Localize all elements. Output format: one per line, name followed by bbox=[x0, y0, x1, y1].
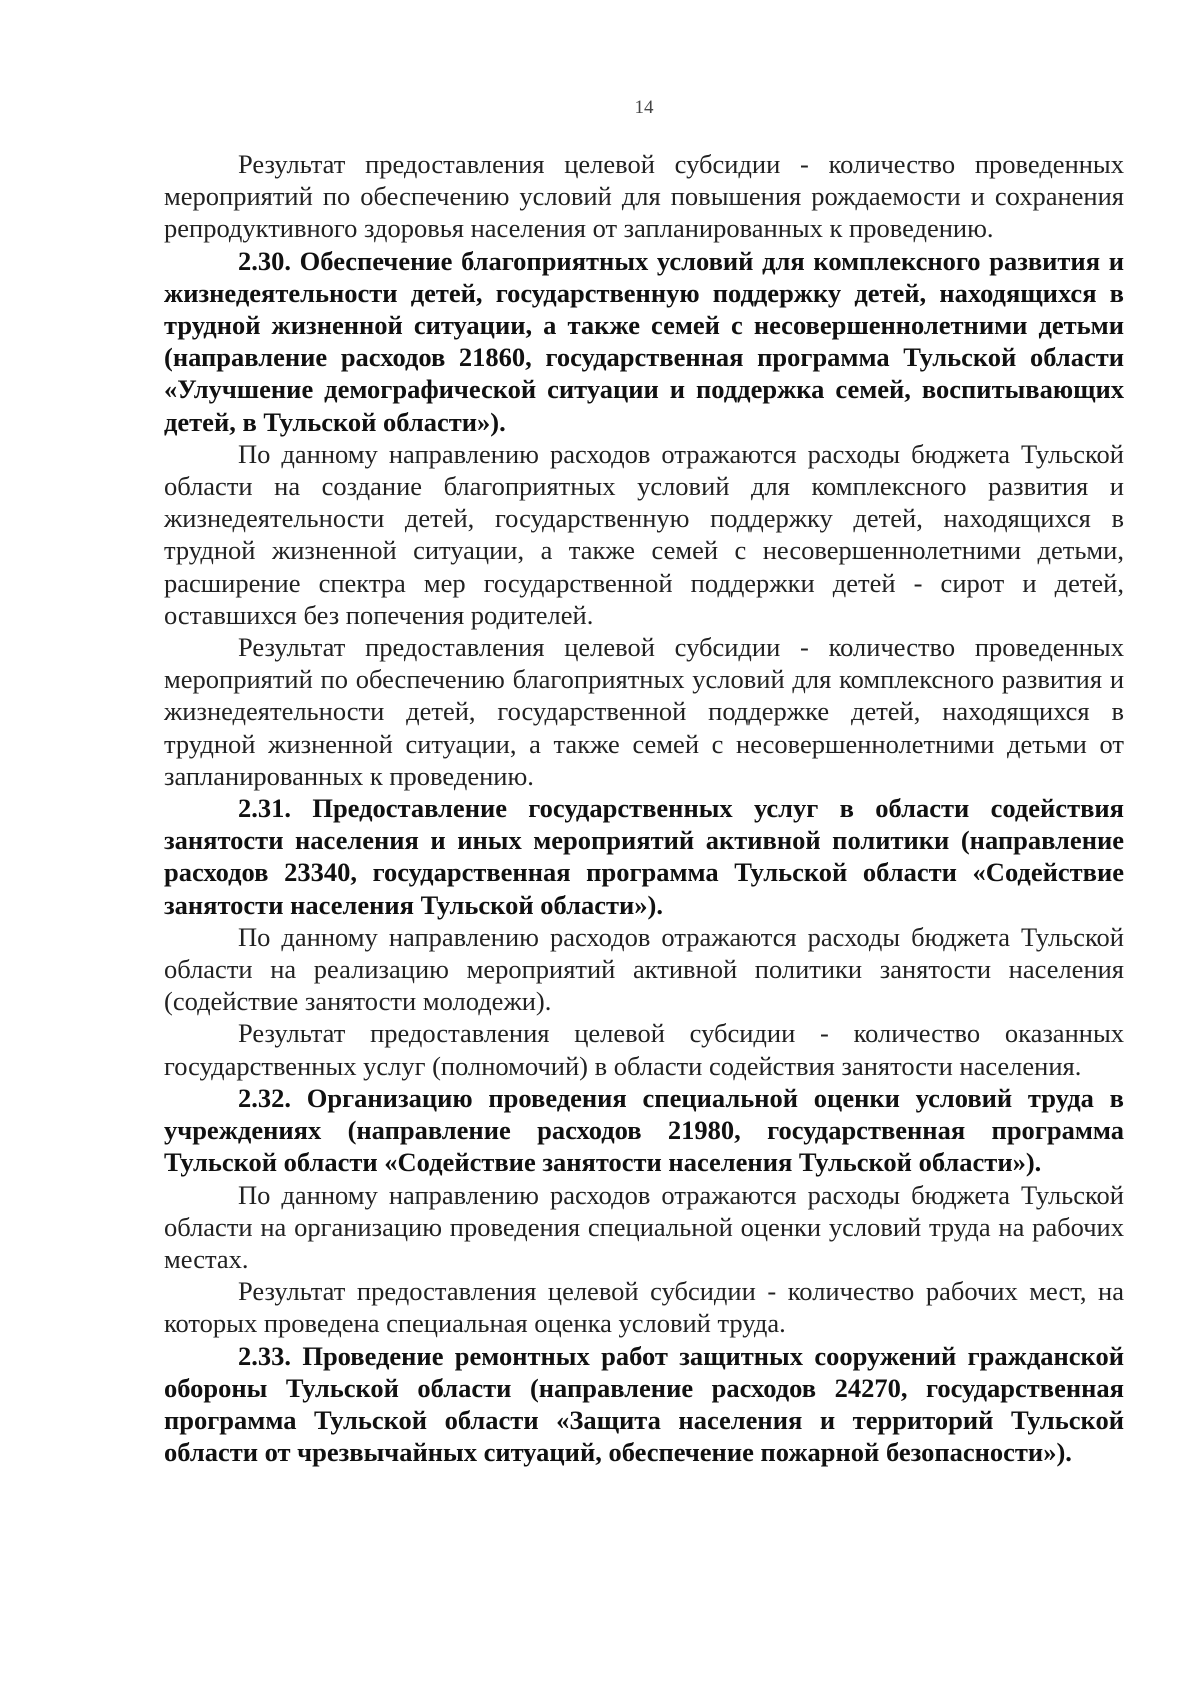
document-body bbox=[164, 148, 1124, 1468]
paragraph-result-birthrate: Результат предоставления целевой субсидии - количество проведенных мероприятий по обеспечению условий для повышения рождаемости и сохранения репродуктивного здоровья населения от запланированных к проведению. bbox=[164, 149, 1124, 244]
section-heading-2-31: 2.31. Предоставление государственных услуг в области содействия занятости населения и иных мероприятий активной политики (направление расходов 23340, государственная программа Тульской области «Содействие занятости населения Тульской области»). bbox=[164, 793, 1124, 920]
paragraph-expenses-children: По данному направлению расходов отражаются расходы бюджета Тульской области на создание благоприятных условий для комплексного развития и жизнедеятельности детей, государственную поддержку детей, находящихся в трудной жизненной ситуации, а также семей с несовершеннолетними детьми, расширение спектра мер государственной поддержки детей - сирот и детей, оставшихся без попечения родителей. bbox=[164, 438, 1124, 630]
paragraph-expenses-labor-assessment: По данному направлению расходов отражаются расходы бюджета Тульской области на организацию проведения специальной оценки условий труда на рабочих местах. bbox=[164, 1179, 1124, 1274]
paragraph-expenses-employment: По данному направлению расходов отражаются расходы бюджета Тульской области на реализацию мероприятий активной политики занятости населения (содействие занятости молодежи). bbox=[164, 921, 1124, 1017]
paragraph-result-labor-assessment: Результат предоставления целевой субсидии - количество рабочих мест, на которых проведена специальная оценка условий труда. bbox=[164, 1276, 1124, 1339]
section-heading-2-32: 2.32. Организацию проведения специальной оценки условий труда в учреждениях (направление расходов 21980, государственная программа Тульской области «Содействие занятости населения Тульской области»). bbox=[164, 1082, 1124, 1178]
section-heading-2-30: 2.30. Обеспечение благоприятных условий для комплексного развития и жизнедеятельности детей, государственную поддержку детей, находящихся в трудной жизненной ситуации, а также семей с несовершеннолетними детьми (направление расходов 21860, государственная программа Тульской области «Улучшение демографической ситуации и поддержка семей, воспитывающих детей, в Тульской области»). bbox=[164, 245, 1124, 437]
page-number: 14 bbox=[634, 97, 654, 118]
paragraph-result-children: Результат предоставления целевой субсидии - количество проведенных мероприятий по обеспечению благоприятных условий для комплексного развития и жизнедеятельности детей, государственной поддержке детей, находящихся в трудной жизненной ситуации, а также семей с несовершеннолетними детьми от запланированных к проведению. bbox=[164, 632, 1124, 791]
paragraph-result-employment: Результат предоставления целевой субсидии - количество оказанных государственных услуг (полномочий) в области содействия занятости населения. bbox=[164, 1018, 1124, 1081]
section-heading-2-33: 2.33. Проведение ремонтных работ защитных сооружений гражданской обороны Тульской области (направление расходов 24270, государственная программа Тульской области «Защита населения и территорий Тульской области от чрезвычайных ситуаций, обеспечение пожарной безопасности»). bbox=[164, 1340, 1124, 1468]
